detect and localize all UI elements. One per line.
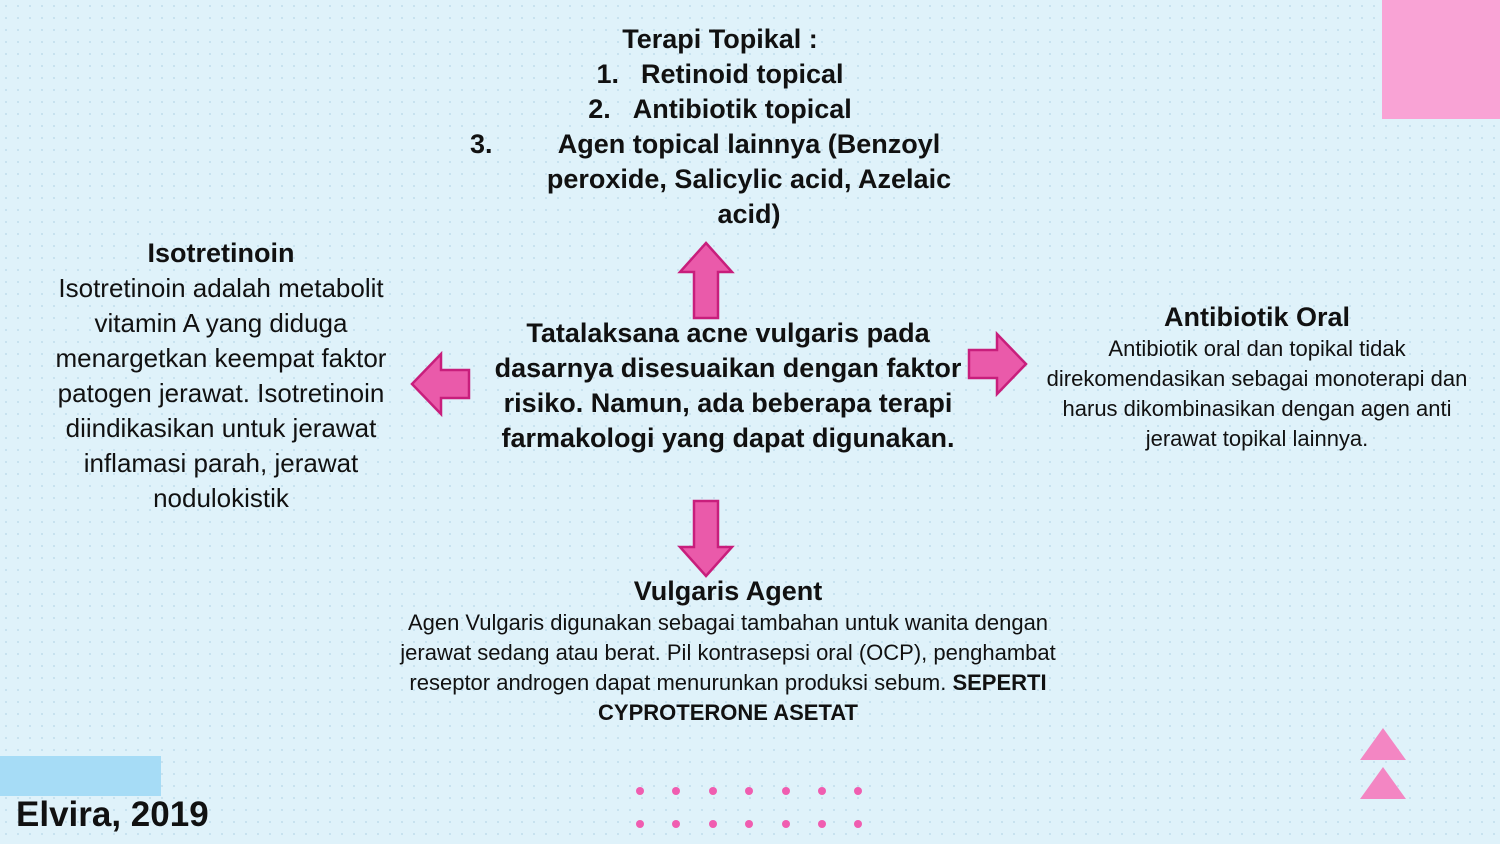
decor-dot [854, 787, 862, 795]
decor-dot [672, 820, 680, 828]
vulgaris-agent-title: Vulgaris Agent [633, 576, 823, 606]
arrow-right-icon [969, 334, 1026, 394]
arrow-down-icon [680, 501, 732, 576]
decor-dot [636, 820, 644, 828]
decor-dot [782, 820, 790, 828]
central-statement: Tatalaksana acne vulgaris pada dasarnya disesuaikan dengan faktor risiko. Namun, ada beberapa terapi farmakologi yang dapat digunakan. [494, 318, 962, 453]
decor-dot [854, 820, 862, 828]
isotretinoin-body: Isotretinoin adalah metabolit vitamin A yang diduga menargetkan keempat faktor patogen jerawat. Isotretinoin diindikasikan untuk jerawat inflamasi parah, jerawat nodulokistik [55, 273, 387, 513]
vulgaris-agent-emphasis: SEPERTI CYPROTERONE ASETAT [598, 670, 1047, 725]
list-item-text: Antibiotik topical [632, 94, 852, 124]
antibiotik-oral-title: Antibiotik Oral [1163, 302, 1350, 332]
decor-dot [709, 787, 717, 795]
arrow-left-icon [412, 354, 469, 414]
antibiotik-oral-body: Antibiotik oral dan topikal tidak direkomendasikan sebagai monoterapi dan harus dikombinasikan dengan agen anti jerawat topikal lainnya. [1046, 336, 1468, 451]
decor-dot [782, 787, 790, 795]
list-item-text: Agen topical lainnya (Benzoyl peroxide, Salicylic acid, Azelaic acid) [546, 129, 952, 229]
decor-dot [709, 820, 717, 828]
decor-dot [745, 787, 753, 795]
triangle-icon [1360, 728, 1406, 760]
decor-dot [636, 787, 644, 795]
topical-therapy-title: Terapi Topikal : [622, 24, 818, 54]
decor-dot [672, 787, 680, 795]
triangle-icon [1360, 767, 1406, 799]
list-number: 1. [596, 59, 620, 89]
decor-dot [818, 787, 826, 795]
list-item-text: Retinoid topical [641, 59, 844, 89]
decor-dot [745, 820, 753, 828]
arrow-up-icon [680, 243, 732, 318]
vulgaris-agent-text: Agen Vulgaris digunakan sebagai tambahan untuk wanita dengan jerawat sedang atau berat. Pil kontrasepsi oral (OCP), penghambat reseptor androgen dapat menurunkan produksi sebum. [400, 610, 1056, 695]
list-number: 2. [588, 94, 611, 124]
isotretinoin-title: Isotretinoin [147, 238, 295, 268]
list-number: 3. [470, 129, 493, 159]
decor-dot [818, 820, 826, 828]
citation: Elvira, 2019 [16, 795, 209, 834]
